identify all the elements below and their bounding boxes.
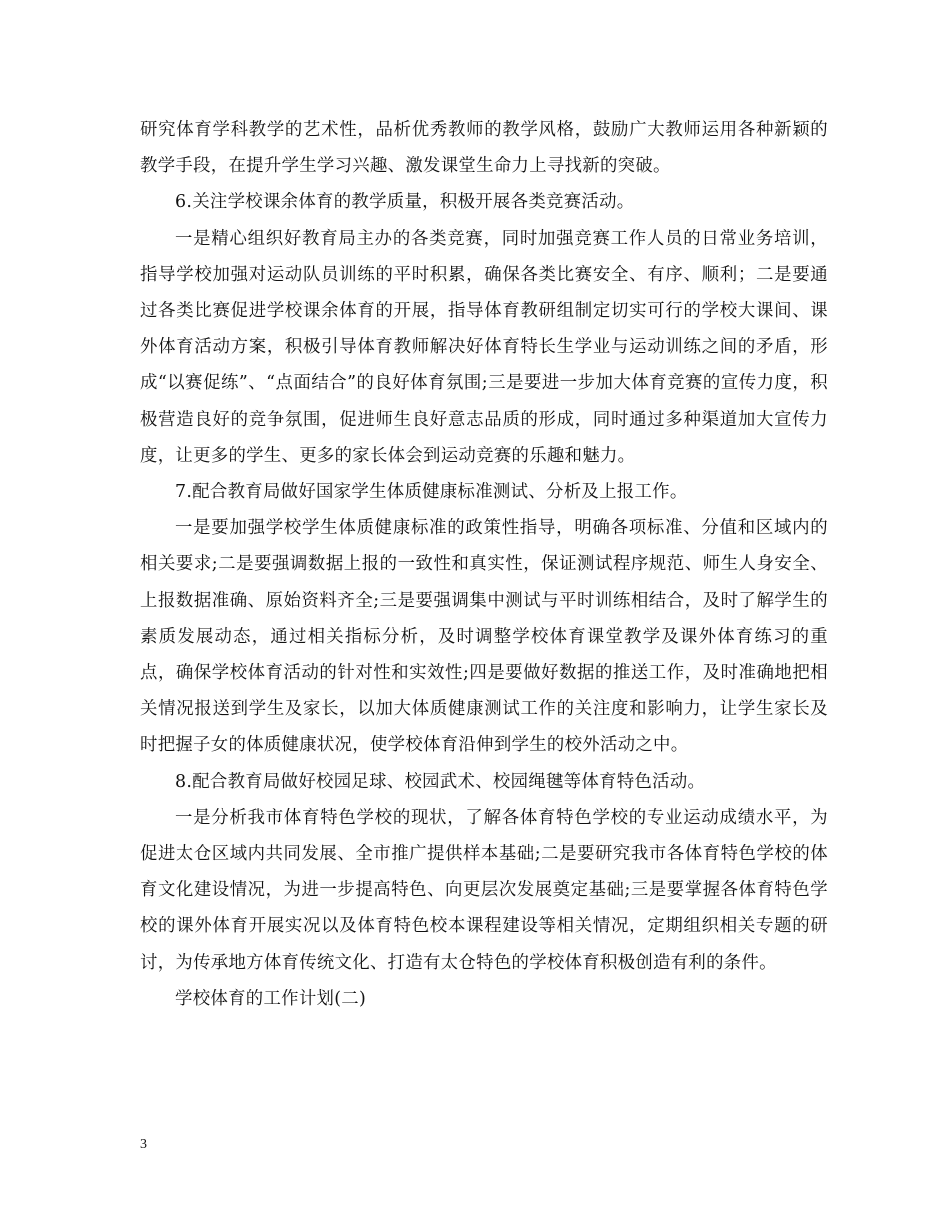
next-section-title: 学校体育的工作计划(二): [175, 988, 367, 1009]
paragraph-fitness-testing: 一是要加强学校学生体质健康标准的政策性指导，明确各项标准、分值和区域内的相关要求;二是要强调数据上报的一致性和真实性，保证测试程序规范、师生人身安全、上报数据准确、原始资料齐全;三是要强调集中测试与平时训练相结合，及时了解学生的素质发展动态，通过相关指标分析，及时调整学校体育课堂教学及课外体育练习的重点，确保学校体育活动的针对性和实效性;四是要做好数据的推送工作，及时准确地把相关情况报送到学生及家长，以加大体质健康测试工作的关注度和影响力，让学生家长及时把握子女的体质健康状况，使学校体育沿伸到学生的校外活动之中。: [140, 518, 828, 756]
document-body: [140, 112, 828, 1017]
paragraph-special-activities: 一是分析我市体育特色学校的现状，了解各体育特色学校的专业运动成绩水平，为促进太仓区域内共同发展、全市推广提供样本基础;二是要研究我市各体育特色学校的体育文化建设情况，为进一步提高特色、向更层次发展奠定基础;三是要掌握各体育特色学校的课外体育开展实况以及体育特色校本课程建设等相关情况，定期组织相关专题的研讨，为传承地方体育传统文化、打造有太仓特色的学校体育积极创造有利的条件。: [140, 807, 828, 973]
section-heading-8: 8.配合教育局做好校园足球、校园武术、校园绳毽等体育特色活动。: [175, 771, 706, 792]
section-heading-6: 6.关注学校课余体育的教学质量，积极开展各类竞赛活动。: [175, 192, 635, 213]
section-heading-7: 7.配合教育局做好国家学生体质健康标准测试、分析及上报工作。: [175, 482, 688, 503]
paragraph-continuation: 研究体育学科教学的艺术性，品析优秀教师的教学风格，鼓励广大教师运用各种新颖的教学手段，在提升学生学习兴趣、激发课堂生命力上寻找新的突破。: [140, 120, 828, 177]
page-number: 3: [140, 1137, 147, 1152]
paragraph-competitions: 一是精心组织好教育局主办的各类竞赛，同时加强竞赛工作人员的日常业务培训，指导学校加强对运动队员训练的平时积累，确保各类比赛安全、有序、顺利；二是要通过各类比赛促进学校课余体育的开展，指导体育教研组制定切实可行的学校大课间、课外体育活动方案，积极引导体育教师解决好体育特长生学业与运动训练之间的矛盾，形成“以赛促练”、“点面结合”的良好体育氛围;三是要进一步加大体育竞赛的宣传力度，积极营造良好的竞争氛围，促进师生良好意志品质的形成，同时通过多种渠道加大宣传力度，让更多的学生、更多的家长体会到运动竞赛的乐趣和魅力。: [140, 228, 828, 466]
